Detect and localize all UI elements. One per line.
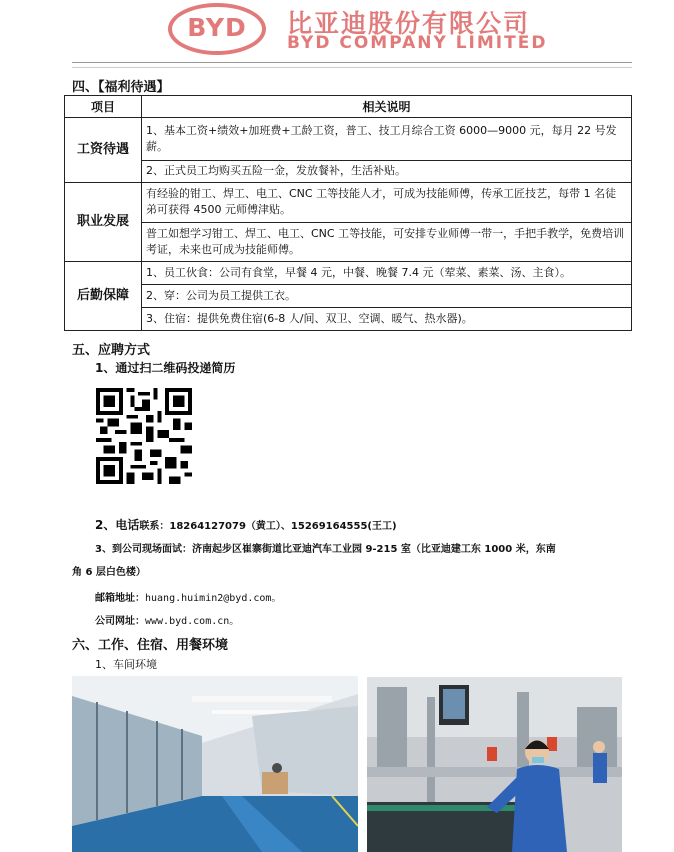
qr-code[interactable]: [96, 388, 192, 484]
table-row: [65, 285, 632, 308]
table-row: [65, 118, 632, 161]
row-item-career: 职业发展: [65, 183, 142, 262]
method-phone: [95, 514, 397, 533]
row-line: 普工如想学习钳工、焊工、电工、CNC 工等技能，可安排专业师傅一带一，手把手教学，免费培训考证，未来也可成为技能师傅。: [142, 222, 632, 262]
website-value[interactable]: www.byd.com.cn。: [145, 616, 240, 627]
header-divider-secondary: [72, 67, 632, 68]
phone-label: 2、电话: [95, 518, 140, 532]
method-qrcode-label: 1、通过扫二维码投递简历: [95, 361, 236, 375]
table-header-row: [65, 96, 632, 118]
logo-text: BYD: [187, 13, 247, 42]
row-item-logistics: 后勤保障: [65, 262, 142, 331]
method-onsite-line1: 3、到公司现场面试：济南起步区崔寨街道比亚迪汽车工业园 9-215 室（比亚迪建工东 1000 米，东南: [95, 544, 556, 555]
workshop-photo-assembly: [367, 677, 622, 852]
email-value[interactable]: huang.huimin2@byd.com。: [145, 593, 282, 604]
table-row: [65, 160, 632, 182]
row-line: 有经验的钳工、焊工、电工、CNC 工等技能人才，可成为技能师傅，传承工匠技艺，每带 1 名徒弟可获得 4500 元师傅津贴。: [142, 183, 632, 223]
workshop-photo-cleanroom: [72, 676, 358, 852]
table-row: [65, 222, 632, 262]
workshop-label: 1、车间环境: [95, 658, 157, 671]
table-row: [65, 262, 632, 285]
company-name-cn: 比亚迪股份有限公司: [287, 9, 531, 38]
header-divider: [72, 62, 632, 63]
section6-title: 六、工作、住宿、用餐环境: [72, 638, 229, 653]
company-name-en: BYD COMPANY LIMITED: [287, 33, 548, 53]
benefits-table: [64, 95, 632, 331]
table-row: [65, 308, 632, 331]
row-line: 1、基本工资+绩效+加班费+工龄工资，普工、技工月综合工资 6000—9000 元，每月 22 号发薪。: [142, 118, 632, 161]
section5-title: 五、应聘方式: [72, 343, 151, 358]
website-label: 公司网址：: [95, 616, 145, 627]
email-label: 邮箱地址：: [95, 593, 145, 604]
row-line: 2、正式员工均购买五险一金，发放餐补，生活补贴。: [142, 160, 632, 182]
website-row: [95, 609, 239, 628]
row-line: 3、住宿：提供免费住宿(6-8 人/间、双卫、空调、暖气、热水器)。: [142, 308, 632, 331]
email-row: [95, 586, 281, 605]
col-item-header: 项目: [65, 96, 142, 118]
table-row: [65, 183, 632, 223]
method-onsite-line2: 角 6 层白色楼）: [72, 567, 146, 578]
col-desc-header: 相关说明: [142, 96, 632, 118]
row-line: 2、穿：公司为员工提供工衣。: [142, 285, 632, 308]
row-line: 1、员工伙食：公司有食堂，早餐 4 元，中餐、晚餐 7.4 元（荤菜、素菜、汤、主食）。: [142, 262, 632, 285]
section4-title: 四、【福利待遇】: [72, 80, 170, 95]
phone-numbers[interactable]: 联系：18264127079（黄工）、15269164555(王工): [139, 521, 397, 532]
row-item-salary: 工资待遇: [65, 118, 142, 183]
